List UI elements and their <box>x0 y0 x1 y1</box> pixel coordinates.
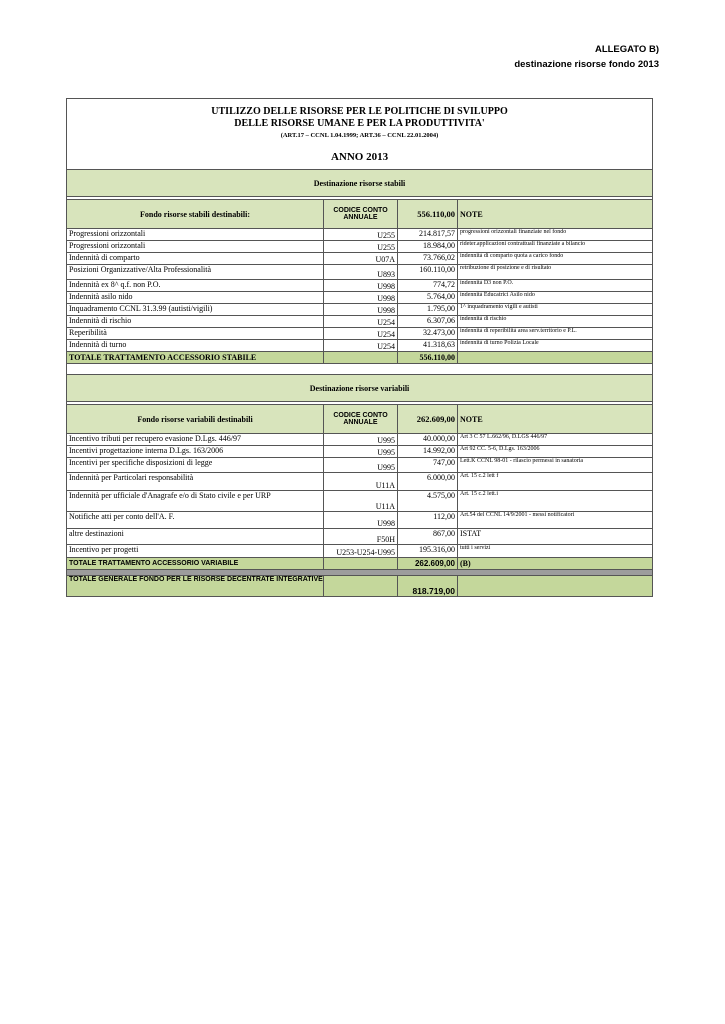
amount: 18.984,00 <box>398 241 458 253</box>
amount: 195.316,00 <box>398 545 458 558</box>
account-code: U11A <box>324 491 398 512</box>
amount: 6.307,06 <box>398 316 458 328</box>
note: tutti i servizi <box>458 545 653 558</box>
description: Indennità per ufficiale d'Anagrafe e/o di Stato civile e per URP <box>67 491 324 512</box>
description: Posizioni Organizzative/Alta Professionalità <box>67 265 324 280</box>
note: Art 92 CC. 5-6, D.Lgs. 163/2006 <box>458 446 653 458</box>
note: 1^ inquadramento vigili e autisti <box>458 304 653 316</box>
description: Progressioni orizzontali <box>67 241 324 253</box>
amount: 40.000,00 <box>398 434 458 446</box>
table-row <box>67 253 653 265</box>
account-code: U998 <box>324 280 398 292</box>
year-label: ANNO 2013 <box>330 150 389 163</box>
description: Indennità di rischio <box>67 316 324 328</box>
description: Incentivo per progetti <box>67 545 324 558</box>
note: Art.54 del CCNL 14/9/2001 - messi notificatori <box>458 512 653 529</box>
table-row <box>67 446 653 458</box>
total-row-variabile: TOTALE TRATTAMENTO ACCESSORIO VARIABILE 262.609,00 (B) <box>67 558 653 570</box>
amount: 160.110,00 <box>398 265 458 280</box>
amount: 747,00 <box>398 458 458 473</box>
amount: 32.473,00 <box>398 328 458 340</box>
account-code: U254 <box>324 340 398 352</box>
table-row <box>67 545 653 558</box>
account-code: U255 <box>324 229 398 241</box>
note: indennità di comparto quota a carico fondo <box>458 253 653 265</box>
table-row <box>67 304 653 316</box>
account-code: F50H <box>324 529 398 545</box>
description: Reperibilità <box>67 328 324 340</box>
amount: 214.817,57 <box>398 229 458 241</box>
table-row <box>67 280 653 292</box>
table-row <box>67 229 653 241</box>
amount: 6.000,00 <box>398 473 458 491</box>
account-code: U893 <box>324 265 398 280</box>
account-code: U253-U254-U995 <box>324 545 398 558</box>
section-band-stabili: Destinazione risorse stabili <box>67 170 653 197</box>
description: Indennità asilo nido <box>67 292 324 304</box>
amount: 1.795,00 <box>398 304 458 316</box>
account-code: U995 <box>324 458 398 473</box>
table-row <box>67 241 653 253</box>
description: Progressioni orizzontali <box>67 229 324 241</box>
note: indennità D3 non P.O. <box>458 280 653 292</box>
section-band-variabili: Destinazione risorse variabili <box>67 375 653 402</box>
note: indennità di reperibilità area serv.territorio e P.L. <box>458 328 653 340</box>
account-code: U11A <box>324 473 398 491</box>
table-row <box>67 473 653 491</box>
description: Inquadramento CCNL 31.3.99 (autisti/vigili) <box>67 304 324 316</box>
description: Indennità per Particolari responsabilità <box>67 473 324 491</box>
table-row <box>67 328 653 340</box>
table-row <box>67 292 653 304</box>
fund-table <box>66 98 653 597</box>
account-code: U254 <box>324 328 398 340</box>
amount: 14.992,00 <box>398 446 458 458</box>
note: indennità di turno Polizia Locale <box>458 340 653 352</box>
total-row-stabile: TOTALE TRATTAMENTO ACCESSORIO STABILE 556.110,00 <box>67 352 653 364</box>
amount: 5.764,00 <box>398 292 458 304</box>
amount: 41.318,63 <box>398 340 458 352</box>
note: progressioni orizzontali finanziate nel fondo <box>458 229 653 241</box>
document-subtitle: destinazione risorse fondo 2013 <box>514 59 659 70</box>
table-title: UTILIZZO DELLE RISORSE PER LE POLITICHE DI SVILUPPO DELLE RISORSE UMANE E PER LA PRODUTTIVITA' (ART.17 – CCNL 1.04.1999; ART.36 – CCNL 22.01.2004) ANNO 2013 <box>67 99 653 170</box>
note: Lett.K CCNL 98-01 - rilascio permessi in sanatoria <box>458 458 653 473</box>
description: Notifiche atti per conto dell'A. F. <box>67 512 324 529</box>
header-row: Fondo risorse stabili destinabili: CODICE CONTO ANNUALE 556.110,00 NOTE <box>67 200 653 229</box>
table-row <box>67 434 653 446</box>
table-row <box>67 316 653 328</box>
amount: 112,00 <box>398 512 458 529</box>
grand-total-row: TOTALE GENERALE FONDO PER LE RISORSE DECENTRATE INTEGRATIVE 818.719,00 <box>67 576 653 597</box>
table-row <box>67 458 653 473</box>
note: indennità Educatrici Asilo nido <box>458 292 653 304</box>
table-row <box>67 512 653 529</box>
note: Art. 15 c.2 lett.i <box>458 491 653 512</box>
description: altre destinazioni <box>67 529 324 545</box>
description: Indennità ex 8^ q.f. non P.O. <box>67 280 324 292</box>
header-row: Fondo risorse variabili destinabili CODICE CONTO ANNUALE 262.609,00 NOTE <box>67 405 653 434</box>
note: retribuzione di posizione e di risultato <box>458 265 653 280</box>
description: Incentivi progettazione interna D.Lgs. 163/2006 <box>67 446 324 458</box>
account-code: U07A <box>324 253 398 265</box>
amount: 4.575,00 <box>398 491 458 512</box>
account-code: U995 <box>324 446 398 458</box>
amount: 867,00 <box>398 529 458 545</box>
table-row <box>67 491 653 512</box>
note: indennità di rischio <box>458 316 653 328</box>
description: Incentivo tributi per recupero evasione D.Lgs. 446/97 <box>67 434 324 446</box>
note: rideter.applicazioni contrattuali finanziate a bilancio <box>458 241 653 253</box>
amount: 774,72 <box>398 280 458 292</box>
account-code: U255 <box>324 241 398 253</box>
account-code: U998 <box>324 512 398 529</box>
attachment-label: ALLEGATO B) <box>594 44 659 55</box>
table-row <box>67 340 653 352</box>
account-code: U254 <box>324 316 398 328</box>
amount: 73.766,02 <box>398 253 458 265</box>
account-code: U998 <box>324 304 398 316</box>
description: Indennità di turno <box>67 340 324 352</box>
table-row <box>67 529 653 545</box>
account-code: U998 <box>324 292 398 304</box>
table-row <box>67 265 653 280</box>
account-code: U995 <box>324 434 398 446</box>
description: Indennità di comparto <box>67 253 324 265</box>
note: ISTAT <box>458 529 653 545</box>
description: Incentivi per specifiche disposizioni di legge <box>67 458 324 473</box>
note: Art. 15 c.2 lett f <box>458 473 653 491</box>
note: Art 3 C 57 L.662/96, D.LGS 446/97 <box>458 434 653 446</box>
